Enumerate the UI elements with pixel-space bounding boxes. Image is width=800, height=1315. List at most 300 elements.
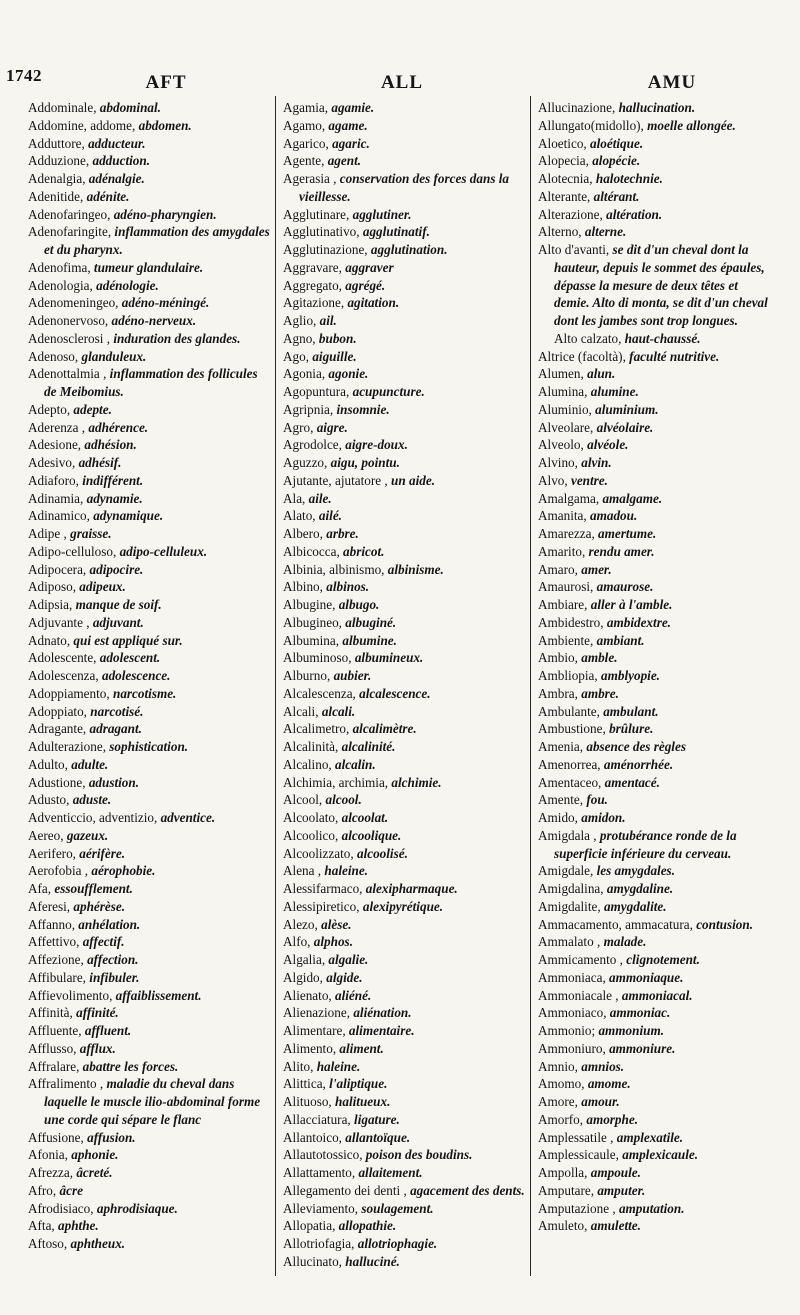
entry-translation: ammoniaque. <box>609 969 684 985</box>
entry-term: Agro, <box>283 419 314 435</box>
running-head-center: ALL <box>380 72 424 93</box>
dictionary-entry <box>538 561 774 579</box>
entry-term: Afflusso, <box>28 1040 77 1056</box>
dictionary-entry <box>28 703 272 721</box>
dictionary-entry <box>283 117 525 135</box>
entry-translation: adipo-celluleux. <box>119 543 208 559</box>
entry-term: Afta, <box>28 1218 55 1234</box>
entry-translation: alimentaire. <box>348 1023 415 1038</box>
entry-translation: hallucination. <box>618 100 696 115</box>
entry-translation: amputer. <box>597 1182 646 1198</box>
entry-translation: affinité. <box>76 1005 119 1021</box>
dictionary-entry <box>28 543 272 561</box>
dictionary-entry <box>283 933 525 951</box>
entry-term: Ambulante, <box>538 703 600 719</box>
entry-translation: albumine. <box>342 632 397 648</box>
entry-term: Adiposo, <box>28 579 76 595</box>
entry-translation: adénalgie. <box>88 171 145 186</box>
dictionary-entry <box>28 206 272 224</box>
entry-translation: adéno-méningé. <box>121 295 210 311</box>
entry-term: Alienazione, <box>283 1005 351 1021</box>
entry-translation: adénite. <box>86 188 130 204</box>
entry-translation: alcool. <box>325 792 362 808</box>
entry-term: Amplessatile , <box>538 1129 614 1145</box>
entry-translation: agonie. <box>328 366 369 382</box>
entry-term: Agno, <box>283 330 316 346</box>
entry-term: Afrezza, <box>28 1165 74 1180</box>
entry-translation: amplexatile. <box>616 1129 684 1145</box>
entry-translation: ligature. <box>354 1111 400 1127</box>
entry-translation: albinos. <box>326 579 370 595</box>
dictionary-entry <box>28 99 272 117</box>
entry-term: Aerofobia , <box>28 863 89 879</box>
entry-translation: altérant. <box>593 188 640 204</box>
entry-translation: aigre-doux. <box>345 437 408 453</box>
entry-term: Amaurosi, <box>538 579 594 595</box>
dictionary-entry <box>28 525 272 543</box>
dictionary-entry <box>538 543 774 561</box>
dictionary-entry <box>28 1200 272 1218</box>
entry-term: Alleviamento, <box>283 1200 359 1216</box>
dictionary-entry <box>283 1129 525 1147</box>
entry-translation: ampoule. <box>590 1165 641 1180</box>
entry-translation: abricot. <box>343 543 385 559</box>
entry-term: Adolescenza, <box>28 668 99 683</box>
entry-term: Amigdala , <box>538 827 597 843</box>
entry-translation: agglutinatif. <box>362 224 430 240</box>
entry-translation: amplexicaule. <box>622 1147 699 1163</box>
entry-term: Alotecnia, <box>538 171 593 186</box>
entry-translation: altération. <box>606 206 663 222</box>
dictionary-entry <box>283 987 525 1005</box>
dictionary-entry <box>538 809 774 827</box>
entry-term: Alimentare, <box>283 1023 346 1038</box>
dictionary-entry <box>283 436 525 454</box>
entry-translation: amalgame. <box>602 490 663 506</box>
entry-translation: ammoniac. <box>609 1005 671 1021</box>
dictionary-entry <box>283 259 525 277</box>
entry-term: Ambra, <box>538 685 578 701</box>
entry-term: Adenosclerosi , <box>28 330 111 346</box>
dictionary-entry <box>283 756 525 774</box>
entry-translation: l'aliptique. <box>329 1076 388 1092</box>
dictionary-entry <box>28 862 272 880</box>
entry-term: Ammalato , <box>538 934 601 950</box>
dictionary-entry <box>538 1182 774 1200</box>
dictionary-entry <box>28 1146 272 1164</box>
entry-term: Adesivo, <box>28 455 76 470</box>
dictionary-entry <box>538 188 774 206</box>
entry-translation: aubier. <box>333 668 372 683</box>
entry-term: Amputare, <box>538 1182 595 1198</box>
entry-term: Alterante, <box>538 188 591 204</box>
entry-term: Agente, <box>283 153 325 169</box>
dictionary-entry <box>28 987 272 1005</box>
dictionary-entry <box>283 880 525 898</box>
entry-term: Amanita, <box>538 508 587 524</box>
dictionary-entry <box>283 685 525 703</box>
dictionary-entry <box>283 1093 525 1111</box>
entry-translation: adventice. <box>160 810 216 825</box>
entry-term: Ambiare, <box>538 597 588 612</box>
dictionary-entry <box>538 649 774 667</box>
entry-term: Allucinazione, <box>538 100 616 115</box>
entry-term: Alato, <box>283 508 316 524</box>
dictionary-entry <box>28 330 272 348</box>
dictionary-entry <box>283 1235 525 1253</box>
entry-translation: adipocire. <box>89 561 144 577</box>
entry-translation: soulagement. <box>361 1200 434 1216</box>
dictionary-entry <box>283 348 525 366</box>
entry-translation: afflux. <box>79 1040 116 1056</box>
entry-term: Aftoso, <box>28 1236 68 1251</box>
entry-translation: malade. <box>603 934 647 950</box>
dictionary-entry <box>538 756 774 774</box>
entry-translation: aphthe. <box>58 1218 99 1234</box>
entry-translation: amaurose. <box>596 579 654 595</box>
entry-term: Albero, <box>283 526 323 541</box>
dictionary-entry <box>283 543 525 561</box>
entry-term: Affusione, <box>28 1129 84 1145</box>
dictionary-column-center <box>283 99 525 1271</box>
entry-translation: alumine. <box>590 384 639 399</box>
entry-term: Amarito, <box>538 543 586 559</box>
entry-term: Adustione, <box>28 774 86 790</box>
entry-term: Adinamico, <box>28 508 90 524</box>
entry-term: Ala, <box>283 490 306 506</box>
entry-term: Afrodisiaco, <box>28 1200 94 1216</box>
entry-translation: adducteur. <box>88 135 146 151</box>
entry-translation: poison des boudins. <box>365 1147 473 1163</box>
entry-translation: glanduleux. <box>81 348 147 364</box>
dictionary-entry <box>538 135 774 153</box>
dictionary-entry <box>283 206 525 224</box>
entry-term: Agglutinazione, <box>283 242 368 257</box>
dictionary-entry <box>28 1040 272 1058</box>
entry-translation: ambulant. <box>603 703 659 719</box>
entry-translation: aphonie. <box>71 1147 119 1163</box>
dictionary-entry <box>283 135 525 153</box>
dictionary-entry <box>538 1004 774 1022</box>
entry-translation: affaiblissement. <box>115 987 202 1003</box>
entry-term: Affezione, <box>28 952 84 967</box>
entry-translation: les amygdales. <box>596 863 675 879</box>
dictionary-entry <box>28 401 272 419</box>
entry-term: Amomo, <box>538 1076 585 1092</box>
entry-translation: adustion. <box>88 774 140 790</box>
entry-term: Adipo-celluloso, <box>28 543 117 559</box>
entry-translation: amour. <box>581 1094 620 1109</box>
entry-translation: protubérance ronde de la superficie inférieure du cerveau. <box>554 827 737 861</box>
dictionary-entry <box>28 1235 272 1253</box>
entry-term: Agopuntura, <box>283 384 350 399</box>
dictionary-entry <box>28 578 272 596</box>
entry-term: Aguzzo, <box>283 455 328 470</box>
entry-term: Alvino, <box>538 455 578 470</box>
dictionary-entry <box>538 791 774 809</box>
dictionary-entry <box>28 756 272 774</box>
entry-translation: ammoniure. <box>609 1040 676 1056</box>
entry-translation: un aide. <box>391 472 435 488</box>
entry-translation: alvéole. <box>587 437 629 453</box>
entry-translation: bubon. <box>318 330 357 346</box>
dictionary-entry <box>28 348 272 366</box>
entry-translation: conservation des forces dans la vieillesse. <box>299 171 510 204</box>
entry-translation: agacement des dents. <box>410 1182 525 1198</box>
entry-term: Adenofaringite, <box>28 224 112 240</box>
entry-term: Amigdalina, <box>538 881 604 896</box>
dictionary-entry <box>283 1022 525 1040</box>
dictionary-entry <box>28 596 272 614</box>
entry-translation: affusion. <box>87 1129 136 1145</box>
entry-term: Adenoso, <box>28 348 79 364</box>
dictionary-entry <box>283 561 525 579</box>
dictionary-entry <box>28 561 272 579</box>
entry-term: Albicocca, <box>283 543 340 559</box>
entry-term: Alcool, <box>283 792 323 808</box>
entry-translation: ambidextre. <box>606 614 671 630</box>
entry-term: Adenitide, <box>28 188 84 204</box>
entry-term: Allucinato, <box>283 1253 342 1269</box>
entry-term: Amigdale, <box>538 863 594 879</box>
entry-term: Adoppiato, <box>28 703 87 719</box>
dictionary-entry <box>538 1058 774 1076</box>
dictionary-entry <box>28 1217 272 1235</box>
dictionary-entry <box>283 223 525 241</box>
entry-translation: brûlure. <box>609 721 654 737</box>
dictionary-entry <box>538 632 774 650</box>
entry-term: Ambio, <box>538 650 578 666</box>
entry-term: Alfo, <box>283 934 311 950</box>
entry-term: Ago, <box>283 348 310 364</box>
dictionary-entry <box>538 507 774 525</box>
entry-term: Aglio, <box>283 313 317 328</box>
dictionary-entry <box>283 703 525 721</box>
dictionary-entry <box>538 738 774 756</box>
dictionary-entry <box>283 916 525 934</box>
entry-translation: adduction. <box>92 153 150 169</box>
dictionary-entry <box>283 472 525 490</box>
entry-translation: agent. <box>327 153 362 169</box>
entry-translation: amentacé. <box>604 774 660 790</box>
entry-translation: albumineux. <box>354 650 424 666</box>
entry-term: Alto d'avanti, <box>538 242 610 257</box>
dictionary-entry <box>538 1164 774 1182</box>
dictionary-entry <box>28 809 272 827</box>
entry-term: Adenomeningeo, <box>28 295 119 311</box>
dictionary-entry <box>283 454 525 472</box>
entry-term: Ambiente, <box>538 632 594 648</box>
running-head-right: AMU <box>647 72 697 93</box>
entry-term: Altrice (facoltà), <box>538 348 626 364</box>
entry-translation: amorphe. <box>586 1111 639 1127</box>
entry-translation: gazeux. <box>66 827 109 843</box>
dictionary-entry <box>538 578 774 596</box>
entry-translation: tumeur glandulaire. <box>93 259 204 275</box>
dictionary-entry <box>28 117 272 135</box>
entry-translation: se dit d'un cheval dont la hauteur, depuis le sommet des épaules, dépasse la mesure de deux têtes et demie. Alto di monta, se dit d'un cheval dont les jambes sont trop longues. <box>554 242 768 328</box>
entry-term: Adinamia, <box>28 490 84 506</box>
dictionary-entry <box>28 685 272 703</box>
dictionary-entry <box>28 649 272 667</box>
entry-term: Adolescente, <box>28 650 97 666</box>
entry-translation: algalie. <box>328 952 369 967</box>
dictionary-entry <box>538 99 774 117</box>
entry-translation: agrégé. <box>345 277 386 293</box>
entry-term: Allopatia, <box>283 1218 336 1234</box>
entry-term: Alcalescenza, <box>283 685 356 701</box>
entry-term: Albumina, <box>283 632 340 648</box>
entry-term: Adenottalmia , <box>28 366 107 382</box>
entry-translation: adéno-nerveux. <box>111 313 197 328</box>
entry-term: Alessifarmaco, <box>283 881 363 896</box>
entry-term: Adulterazione, <box>28 739 106 754</box>
entry-term: Ammoniuro, <box>538 1040 606 1056</box>
entry-translation: alvin. <box>581 455 612 470</box>
entry-term: Albugineo, <box>283 614 342 630</box>
entry-term: Adusto, <box>28 792 70 808</box>
entry-translation: alcalin. <box>335 756 376 772</box>
entry-translation: alexipharmaque. <box>365 881 458 896</box>
entry-term: Adragante, <box>28 721 87 737</box>
entry-term: Amentaceo, <box>538 774 602 790</box>
entry-term: Affralare, <box>28 1058 80 1074</box>
entry-translation: agaric. <box>332 135 370 151</box>
dictionary-entry <box>28 312 272 330</box>
dictionary-entry <box>28 1129 272 1147</box>
entry-term: Ammoniaco, <box>538 1005 607 1021</box>
dictionary-entry <box>283 1111 525 1129</box>
dictionary-entry <box>28 294 272 312</box>
entry-translation: affection. <box>87 952 139 967</box>
column-rule-1 <box>275 96 276 1276</box>
dictionary-entry <box>538 898 774 916</box>
dictionary-entry <box>28 472 272 490</box>
dictionary-entry <box>283 632 525 650</box>
dictionary-entry <box>283 419 525 437</box>
entry-translation: graisse. <box>70 526 112 541</box>
entry-translation: agame. <box>328 117 368 133</box>
entry-term: Alchimia, archimia, <box>283 774 389 790</box>
entry-term: Amenorrea, <box>538 756 601 772</box>
entry-translation: adolescent. <box>99 650 161 666</box>
entry-translation: abdominal. <box>99 100 161 115</box>
entry-translation: aérifère. <box>79 845 126 861</box>
entry-translation: ailé. <box>318 508 342 524</box>
entry-term: Adenofima, <box>28 259 91 275</box>
dictionary-entry <box>538 152 774 170</box>
dictionary-entry <box>28 259 272 277</box>
dictionary-entry <box>283 383 525 401</box>
entry-translation: agglutination. <box>370 242 448 257</box>
dictionary-entry <box>538 472 774 490</box>
dictionary-entry <box>283 898 525 916</box>
entry-term: Ammoniaca, <box>538 969 606 985</box>
dictionary-entry <box>283 490 525 508</box>
dictionary-entry <box>283 170 525 206</box>
entry-translation: adepte. <box>73 401 112 417</box>
entry-term: Adesione, <box>28 437 82 453</box>
entry-term: Alveolo, <box>538 437 584 453</box>
entry-translation: aile. <box>308 490 332 506</box>
dictionary-entry <box>283 1058 525 1076</box>
entry-translation: qui est appliqué sur. <box>73 632 183 648</box>
dictionary-entry <box>538 383 774 401</box>
dictionary-entry <box>283 774 525 792</box>
entry-term: Alcalinità, <box>283 739 339 754</box>
dictionary-entry <box>538 223 774 241</box>
entry-translation: fou. <box>586 792 608 808</box>
entry-translation: adénologie. <box>96 277 159 293</box>
entry-term: Algalia, <box>283 952 326 967</box>
entry-translation: aluminium. <box>595 401 659 417</box>
entry-translation: allantoïque. <box>345 1129 411 1145</box>
dictionary-entry <box>283 667 525 685</box>
dictionary-entry <box>28 880 272 898</box>
entry-translation: allotriophagie. <box>357 1236 438 1251</box>
dictionary-entry <box>283 791 525 809</box>
dictionary-entry <box>283 720 525 738</box>
dictionary-entry <box>283 312 525 330</box>
entry-term: Alena , <box>283 863 322 879</box>
dictionary-entry <box>283 596 525 614</box>
entry-term: Addominale, <box>28 100 97 115</box>
dictionary-entry <box>283 614 525 632</box>
entry-term: Allautotossico, <box>283 1147 363 1163</box>
entry-term: Agamo, <box>283 117 326 133</box>
entry-translation: amulette. <box>590 1218 641 1234</box>
dictionary-entry <box>538 827 774 863</box>
entry-translation: adhésion. <box>84 437 137 453</box>
dictionary-entry <box>28 951 272 969</box>
entry-translation: affectif. <box>82 934 125 950</box>
entry-translation: essoufflement. <box>54 881 133 896</box>
dictionary-entry <box>28 614 272 632</box>
dictionary-entry <box>28 791 272 809</box>
dictionary-entry <box>283 649 525 667</box>
entry-term: Amuleto, <box>538 1218 588 1234</box>
dictionary-entry <box>283 277 525 295</box>
entry-translation: adynamique. <box>93 508 164 524</box>
entry-term: Amigdalite, <box>538 898 601 914</box>
entry-translation: haut-chaussé. <box>624 330 701 346</box>
entry-translation: aloétique. <box>590 135 644 151</box>
entry-term: Amaro, <box>538 561 578 577</box>
dictionary-entry <box>28 898 272 916</box>
dictionary-entry <box>283 951 525 969</box>
entry-translation: aphérèse. <box>73 898 126 914</box>
dictionary-entry <box>28 1164 272 1182</box>
entry-translation: alcoolique. <box>341 827 402 843</box>
entry-translation: alcoolat. <box>341 810 389 825</box>
dictionary-entry <box>283 1200 525 1218</box>
entry-term: Aluminio, <box>538 401 592 417</box>
entry-term: Alezo, <box>283 916 318 932</box>
dictionary-entry <box>538 1093 774 1111</box>
entry-translation: clignotement. <box>626 952 700 967</box>
dictionary-entry <box>28 774 272 792</box>
entry-translation: maladie du cheval dans laquelle le muscle ilio-abdominal forme une corde qui sépare le flanc <box>44 1076 261 1127</box>
entry-translation: agglutiner. <box>352 206 412 222</box>
dictionary-entry <box>538 1040 774 1058</box>
entry-term: Amorfo, <box>538 1111 584 1127</box>
entry-term: Adipe , <box>28 526 67 541</box>
entry-translation: adynamie. <box>86 490 143 506</box>
entry-translation: aménorrhée. <box>603 756 674 772</box>
entry-translation: amome. <box>587 1076 631 1092</box>
dictionary-entry <box>538 117 774 135</box>
entry-translation: abdomen. <box>138 117 192 133</box>
